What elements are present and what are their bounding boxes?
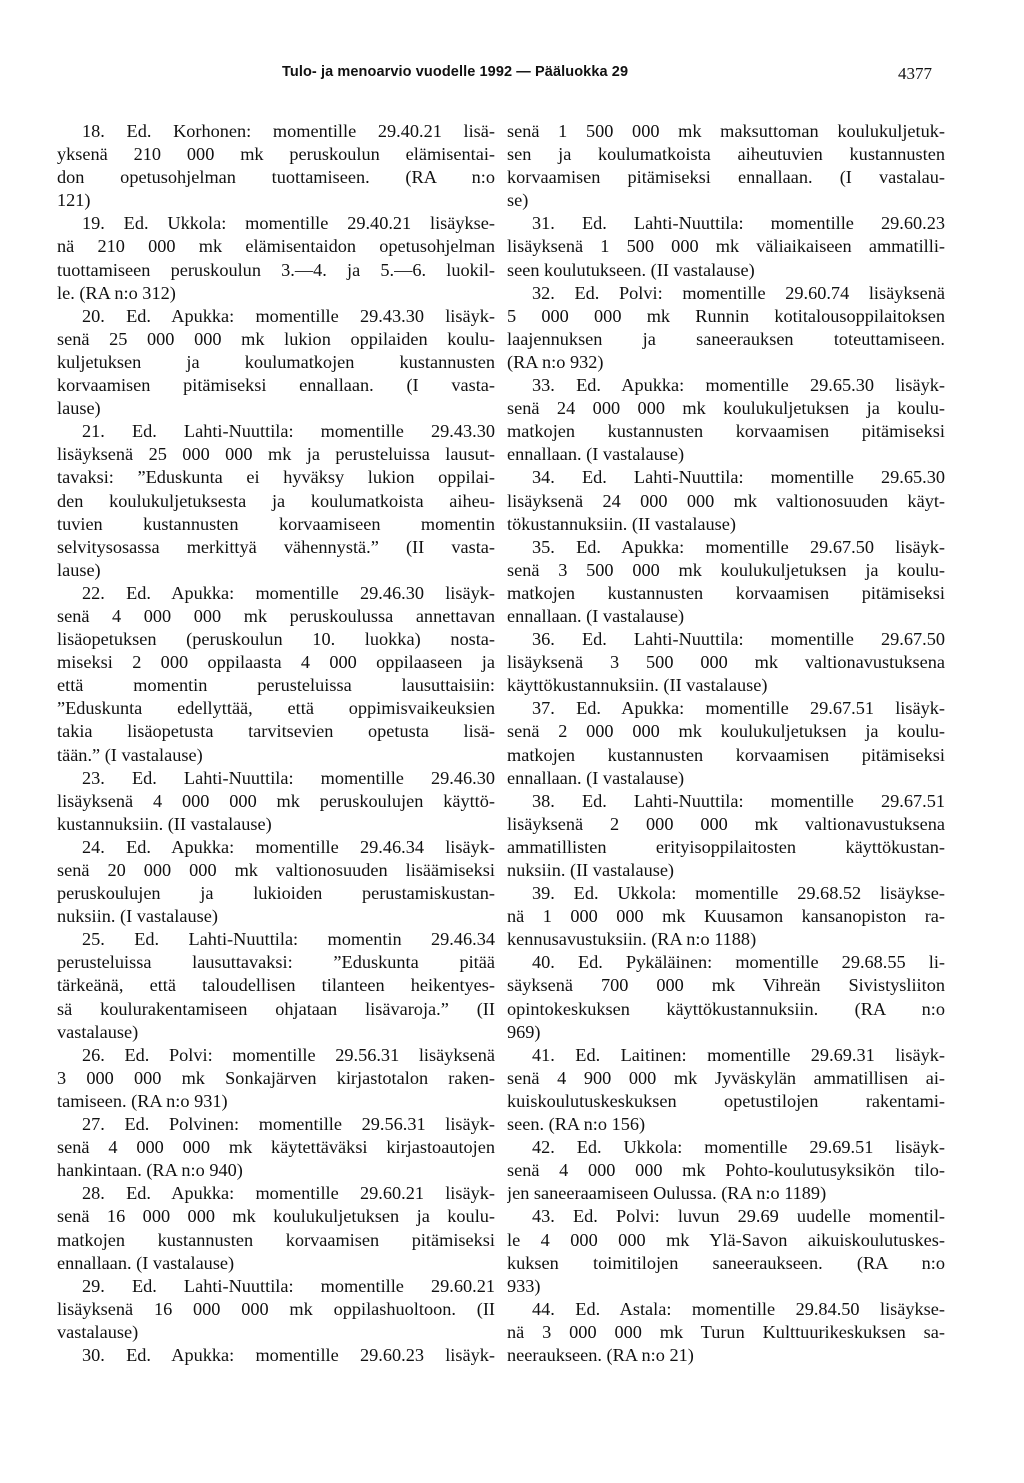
text-line: kuljetuksen ja koulumatkojen kustannusten	[57, 351, 495, 372]
text-line: 26. Ed. Polvi: momentille 29.56.31 lisäyksenä	[82, 1044, 495, 1065]
text-line: 28. Ed. Apukka: momentille 29.60.21 lisäyk-	[82, 1183, 495, 1204]
text-line: vastalause)	[57, 1321, 139, 1342]
text-line: sen ja koulumatkoista aiheutuvien kustannusten	[507, 144, 945, 165]
text-line: perusteluissa lausuttavaksi: ”Eduskunta pitää	[57, 952, 495, 973]
text-line: 44. Ed. Astala: momentille 29.84.50 lisäykse-	[532, 1298, 945, 1319]
text-line: senä 4 000 000 mk Pohto-koulutusyksikön tilo-	[507, 1160, 945, 1181]
text-line: yksenä 210 000 mk peruskoulun elämisentai-	[57, 144, 495, 165]
text-line: kuiskoulutuskeskuksen opetustilojen rakentami-	[507, 1090, 945, 1111]
text-line: don opetusohjelman tuottamiseen. (RA n:o	[57, 167, 495, 188]
text-line: ”Eduskunta edellyttää, että oppimisvaikeuksien	[57, 698, 495, 719]
text-line: lisäopetuksen (peruskoulun 10. luokka) nosta-	[57, 629, 495, 650]
text-line: 20. Ed. Apukka: momentille 29.43.30 lisäyk-	[82, 305, 495, 326]
text-line: 37. Ed. Apukka: momentille 29.67.51 lisäyk-	[532, 698, 945, 719]
text-line: kuksen toimitilojen saneeraukseen. (RA n:o	[507, 1252, 945, 1273]
text-line: matkojen kustannusten korvaamisen pitämiseksi	[507, 421, 945, 442]
text-line: den koulukuljetuksesta ja koulumatkoista aiheu-	[57, 490, 495, 511]
text-line: laajennuksen ja saneerauksen toteuttamiseen.	[507, 328, 945, 349]
text-line: tavaksi: ”Eduskunta ei hyväksy lukion oppilai-	[57, 467, 495, 488]
text-line: kustannuksiin. (II vastalause)	[57, 813, 272, 834]
text-line: matkojen kustannusten korvaamisen pitämiseksi	[507, 744, 945, 765]
text-line: 36. Ed. Lahti-Nuuttila: momentille 29.67.50	[532, 629, 945, 650]
text-line: lisäyksenä 4 000 000 mk peruskoulujen käyttö-	[57, 790, 495, 811]
text-line: ammatillisten erityisoppilaitosten käyttökustan-	[507, 836, 945, 857]
text-line: senä 3 500 000 mk koulukuljetuksen ja koulu-	[507, 559, 945, 580]
text-line: 121)	[57, 190, 91, 211]
text-line: nuksiin. (II vastalause)	[507, 860, 675, 880]
text-line: le 4 000 000 mk Ylä-Savon aikuiskoulutuskes-	[507, 1229, 945, 1250]
text-line: selvitysosassa merkittyä vähennystä.” (II vasta-	[57, 536, 495, 557]
text-line: lause)	[57, 398, 101, 419]
left-text-column	[57, 120, 495, 1367]
text-line: seen. (RA n:o 156)	[507, 1114, 646, 1135]
text-line: tökustannuksiin. (II vastalause)	[507, 513, 736, 534]
text-line: nä 3 000 000 mk Turun Kulttuurikeskuksen sa-	[507, 1321, 945, 1342]
text-line: tuvien kustannusten korvaamiseen momentin	[57, 513, 495, 534]
text-line: 969)	[507, 1021, 541, 1042]
text-line: lisäyksenä 16 000 000 mk oppilashuoltoon. (II	[57, 1298, 495, 1319]
text-line: 19. Ed. Ukkola: momentille 29.40.21 lisäykse-	[82, 213, 495, 234]
text-line: lisäyksenä 24 000 000 mk valtionosuuden käyt-	[507, 490, 945, 511]
text-line: miseksi 2 000 oppilaasta 4 000 oppilaaseen ja	[57, 652, 495, 673]
text-line: matkojen kustannusten korvaamisen pitämiseksi	[57, 1229, 495, 1250]
text-line: 18. Ed. Korhonen: momentille 29.40.21 lisä-	[82, 121, 495, 141]
text-line: että momentin perusteluissa lausuttaisiin:	[57, 675, 495, 696]
text-line: senä 4 000 000 mk käytettäväksi kirjastoautojen	[57, 1137, 495, 1158]
text-line: senä 25 000 000 mk lukion oppilaiden koulu-	[57, 328, 495, 349]
text-line: peruskoulujen ja lukioiden perustamiskustan-	[57, 883, 495, 904]
text-line: vastalause)	[57, 1021, 139, 1042]
text-line: seen koulutukseen. (II vastalause)	[507, 259, 755, 280]
text-line: lisäyksenä 3 500 000 mk valtionavustuksena	[507, 652, 945, 673]
text-line: 33. Ed. Apukka: momentille 29.65.30 lisäyk-	[532, 375, 945, 396]
text-line: 23. Ed. Lahti-Nuuttila: momentille 29.46.30	[82, 767, 495, 788]
text-line: sä koulurakentamiseen ohjataan lisävaroja.” (II	[57, 998, 495, 1019]
page-number: 4377	[898, 64, 932, 83]
text-line: takia lisäopetusta tarvitsevien opetusta lisä-	[57, 721, 495, 742]
text-line: jen saneeraamiseen Oulussa. (RA n:o 1189)	[507, 1183, 827, 1204]
text-line: 5 000 000 mk Runnin kotitalousoppilaitoksen	[507, 305, 945, 326]
text-line: lisäyksenä 2 000 000 mk valtionavustuksena	[507, 813, 945, 834]
text-line: kennusavustuksiin. (RA n:o 1188)	[507, 929, 757, 950]
text-line: tään.” (I vastalause)	[57, 744, 203, 765]
page-header	[0, 64, 1024, 90]
text-line: 32. Ed. Polvi: momentille 29.60.74 lisäyksenä	[532, 282, 945, 303]
text-line: senä 20 000 000 mk valtionosuuden lisäämiseksi	[57, 860, 495, 880]
text-line: nä 210 000 mk elämisentaidon opetusohjelman	[57, 236, 495, 257]
text-line: 38. Ed. Lahti-Nuuttila: momentille 29.67.51	[532, 790, 945, 811]
text-line: 35. Ed. Apukka: momentille 29.67.50 lisäyk-	[532, 536, 945, 557]
text-line: senä 4 000 000 mk peruskoulussa annettavan	[57, 605, 495, 626]
text-line: 31. Ed. Lahti-Nuuttila: momentille 29.60.23	[532, 213, 945, 234]
text-line: 22. Ed. Apukka: momentille 29.46.30 lisäyk-	[82, 582, 495, 603]
text-line: 3 000 000 mk Sonkajärven kirjastotalon raken-	[57, 1067, 495, 1088]
text-line: 39. Ed. Ukkola: momentille 29.68.52 lisäykse-	[532, 883, 945, 904]
text-line: senä 24 000 000 mk koulukuljetuksen ja koulu-	[507, 398, 945, 419]
text-line: säyksenä 700 000 mk Vihreän Sivistysliiton	[507, 975, 945, 996]
text-line: lisäyksenä 25 000 000 mk ja perusteluissa lausut-	[57, 444, 495, 465]
text-line: 21. Ed. Lahti-Nuuttila: momentille 29.43.30	[82, 421, 495, 442]
text-line: ennallaan. (I vastalause)	[507, 767, 685, 788]
text-line: tamiseen. (RA n:o 931)	[57, 1090, 228, 1111]
text-line: 41. Ed. Laitinen: momentille 29.69.31 lisäyk-	[532, 1044, 945, 1065]
text-line: ennallaan. (I vastalause)	[507, 444, 685, 465]
text-line: se)	[507, 190, 529, 211]
text-line: tuottamiseen peruskoulun 3.—4. ja 5.—6. luokil-	[57, 259, 495, 280]
text-line: le. (RA n:o 312)	[57, 282, 176, 303]
text-line: 27. Ed. Polvinen: momentille 29.56.31 lisäyk-	[82, 1114, 495, 1135]
text-line: nuksiin. (I vastalause)	[57, 906, 218, 927]
text-line: käyttökustannuksiin. (II vastalause)	[507, 675, 768, 696]
text-line: nä 1 000 000 mk Kuusamon kansanopiston ra-	[507, 906, 945, 927]
text-line: 933)	[507, 1275, 541, 1296]
text-line: korvaamisen pitämiseksi ennallaan. (I vastalau-	[507, 167, 945, 188]
text-line: matkojen kustannusten korvaamisen pitämiseksi	[507, 582, 945, 603]
text-line: senä 4 900 000 mk Jyväskylän ammatillisen ai-	[507, 1067, 945, 1088]
text-line: senä 2 000 000 mk koulukuljetuksen ja koulu-	[507, 721, 945, 742]
text-line: neeraukseen. (RA n:o 21)	[507, 1344, 694, 1365]
right-text-column	[507, 120, 945, 1367]
text-line: hankintaan. (RA n:o 940)	[57, 1160, 243, 1181]
running-header-title: Tulo- ja menoarvio vuodelle 1992 — Pääluokka 29	[282, 64, 629, 80]
text-line: 34. Ed. Lahti-Nuuttila: momentille 29.65.30	[532, 467, 945, 488]
text-line: lisäyksenä 1 500 000 mk väliaikaiseen ammatilli-	[507, 236, 945, 257]
text-line: 25. Ed. Lahti-Nuuttila: momentin 29.46.34	[82, 929, 495, 950]
text-line: korvaamisen pitämiseksi ennallaan. (I vasta-	[57, 375, 495, 396]
text-line: 24. Ed. Apukka: momentille 29.46.34 lisäyk-	[82, 836, 495, 857]
text-line: senä 16 000 000 mk koulukuljetuksen ja koulu-	[57, 1206, 495, 1227]
text-line: 42. Ed. Ukkola: momentille 29.69.51 lisäyk-	[532, 1137, 945, 1158]
text-line: tärkeänä, että taloudellisen tilanteen heikentyes-	[57, 975, 495, 996]
text-line: 43. Ed. Polvi: luvun 29.69 uudelle momentil-	[532, 1206, 945, 1227]
text-line: ennallaan. (I vastalause)	[57, 1252, 235, 1273]
text-line: 40. Ed. Pykäläinen: momentille 29.68.55 li-	[532, 952, 945, 973]
text-line: ennallaan. (I vastalause)	[507, 605, 685, 626]
text-line: senä 1 500 000 mk maksuttoman koulukuljetuk-	[507, 121, 945, 141]
text-line: 29. Ed. Lahti-Nuuttila: momentille 29.60.21	[82, 1275, 495, 1296]
text-line: lause)	[57, 559, 101, 580]
text-line: (RA n:o 932)	[507, 351, 604, 372]
text-line: 30. Ed. Apukka: momentille 29.60.23 lisäyk-	[82, 1344, 495, 1365]
text-line: opintokeskuksen käyttökustannuksiin. (RA n:o	[507, 998, 945, 1019]
